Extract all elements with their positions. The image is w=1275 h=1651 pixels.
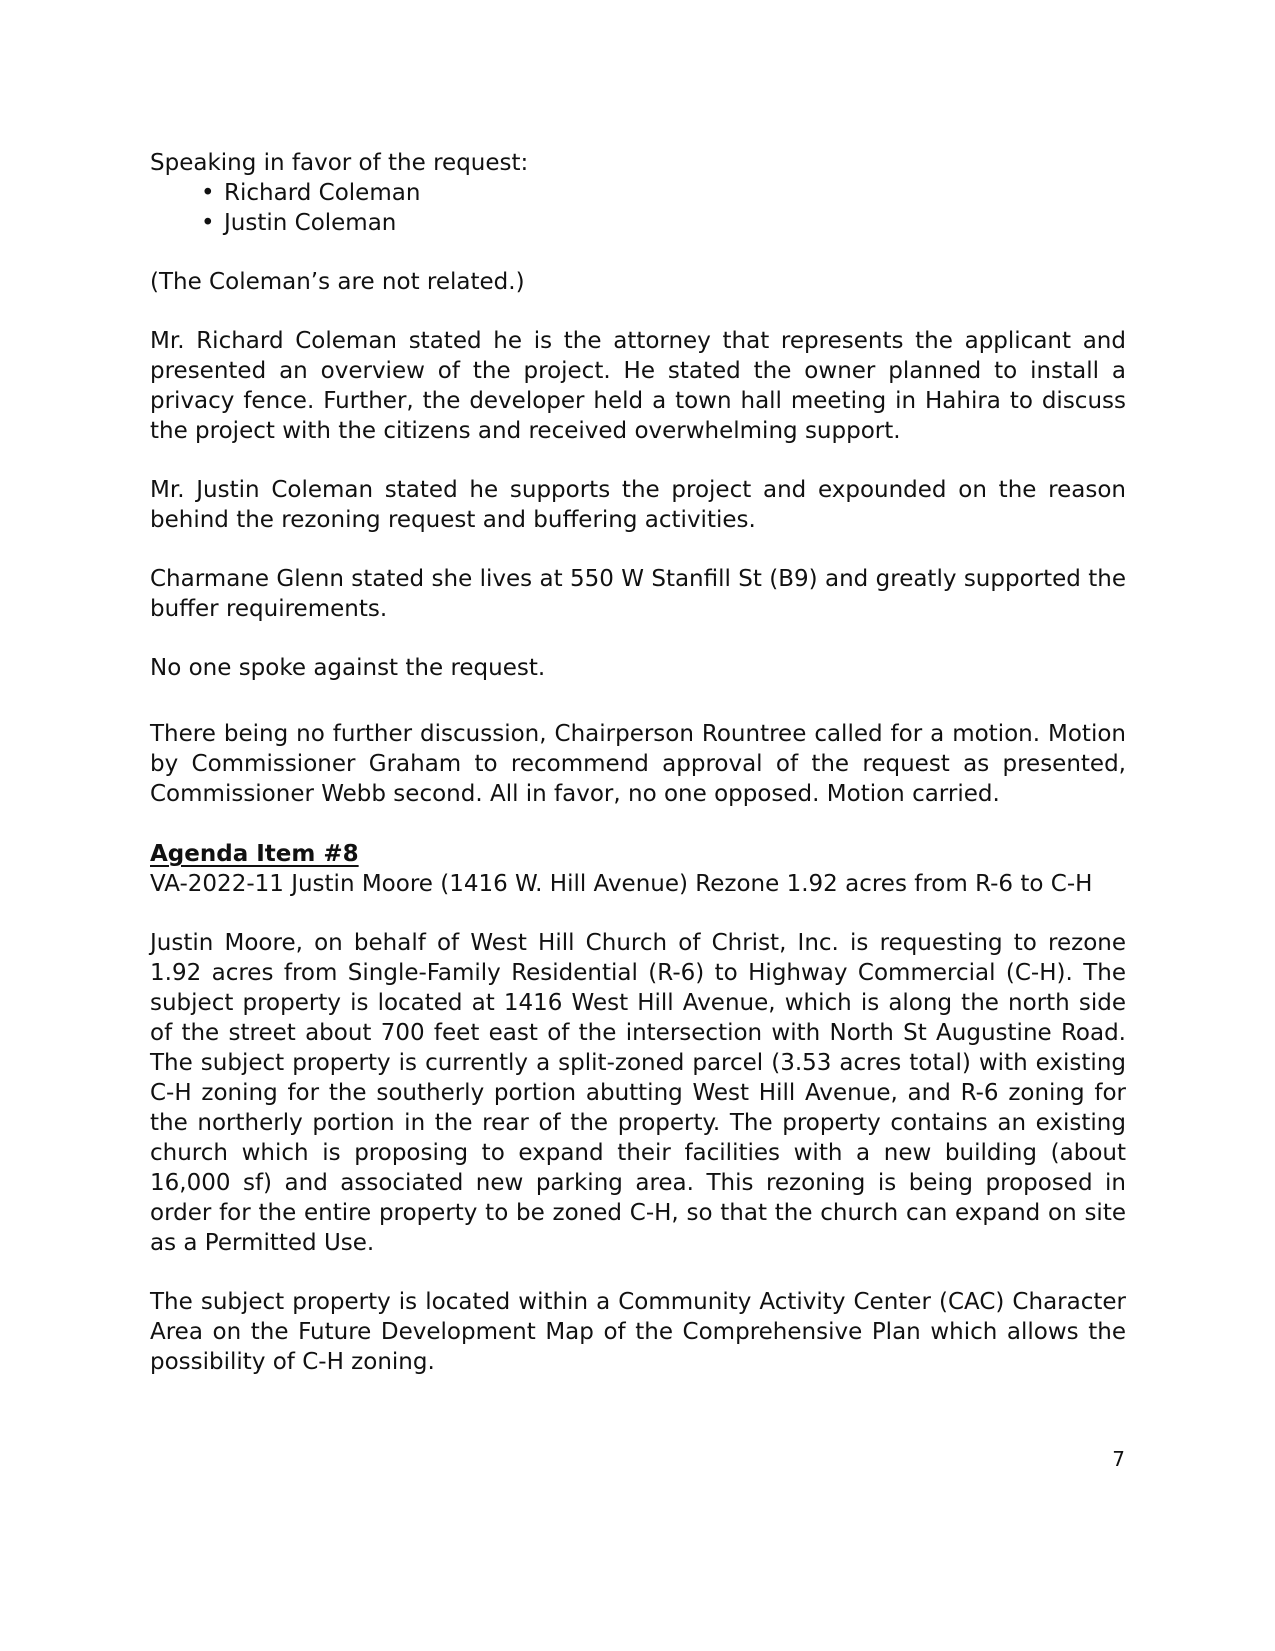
speaker-name: Justin Coleman: [224, 210, 397, 236]
charmane-glenn-paragraph: Charmane Glenn stated she lives at 550 W Stanfill St (B9) and greatly supported the buffer requirements.: [150, 566, 1126, 622]
cac-paragraph: The subject property is located within a Community Activity Center (CAC) Character Area on the Future Development Map of the Comprehensive Plan which allows the possibility of C-H zoning.: [150, 1289, 1126, 1375]
richard-coleman-paragraph: Mr. Richard Coleman stated he is the attorney that represents the applicant and presented an overview of the project. He stated the owner planned to install a privacy fence. Further, the developer held a town hall meeting in Hahira to discuss the project with the citizens and received overwhelming support.: [150, 328, 1126, 444]
motion-paragraph: There being no further discussion, Chairperson Rountree called for a motion. Motion by Commissioner Graham to recommend approval of the request as presented, Commissioner Webb second. All in favor, no one opposed. Motion carried.: [150, 721, 1126, 807]
justin-coleman-paragraph: Mr. Justin Coleman stated he supports the project and expounded on the reason behind the rezoning request and buffering activities.: [150, 477, 1126, 533]
list-item: [150, 208, 1126, 238]
speaker-list: [150, 178, 1126, 238]
agenda-case-line: VA-2022-11 Justin Moore (1416 W. Hill Avenue) Rezone 1.92 acres from R-6 to C-H: [150, 871, 1093, 897]
speaking-favor-heading: Speaking in favor of the request:: [150, 150, 529, 176]
bullet-icon: •: [201, 210, 215, 236]
agenda-item-title: Agenda Item #8: [150, 841, 359, 867]
speaker-name: Richard Coleman: [224, 180, 421, 206]
no-opposition-paragraph: No one spoke against the request.: [150, 655, 546, 681]
list-item: [150, 178, 1126, 208]
page-number: 7: [1112, 1447, 1125, 1471]
document-body: [150, 148, 1126, 1377]
agenda-description-paragraph: Justin Moore, on behalf of West Hill Church of Christ, Inc. is requesting to rezone 1.92 acres from Single-Family Residential (R-6) to Highway Commercial (C-H). The subject property is located at 1416 West Hill Avenue, which is along the north side of the street about 700 feet east of the intersection with North St Augustine Road. The subject property is currently a split-zoned parcel (3.53 acres total) with existing C-H zoning for the southerly portion abutting West Hill Avenue, and R-6 zoning for the northerly portion in the rear of the property. The property contains an existing church which is proposing to expand their facilities with a new building (about 16,000 sf) and associated new parking area. This rezoning is being proposed in order for the entire property to be zoned C-H, so that the church can expand on site as a Permitted Use.: [150, 930, 1126, 1256]
not-related-note: (The Coleman’s are not related.): [150, 269, 525, 295]
bullet-icon: •: [201, 180, 215, 206]
